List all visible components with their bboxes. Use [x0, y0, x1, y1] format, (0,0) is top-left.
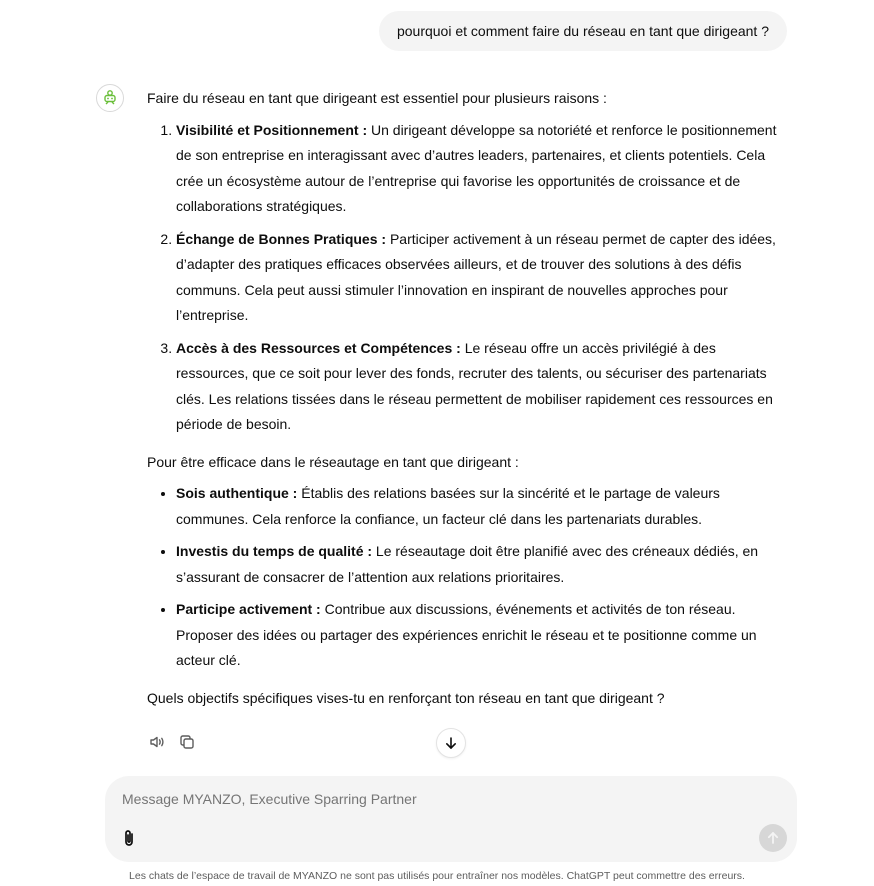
copy-icon — [178, 733, 196, 751]
scroll-to-bottom-button[interactable] — [436, 728, 466, 758]
message-composer — [105, 776, 797, 862]
answer-intro: Faire du réseau en tant que dirigeant est essentiel pour plusieurs raisons : — [147, 90, 607, 106]
reason-text: Le réseau offre un accès privilégié à des ressources, que ce soit pour lever des fonds, recruter des talents, ou sécuriser des partenariats clés. Les relations tissées dans le réseau permettent de mobiliser rapidement ces ressources en période de besoin. — [176, 339, 773, 432]
user-message-bubble — [379, 11, 787, 51]
disclaimer-text: Les chats de l’espace de travail de MYANZO ne sont pas utilisés pour entraîner nos modèles. ChatGPT peut commettre des erreurs. — [129, 870, 745, 882]
assistant-message — [147, 86, 792, 711]
copy-button[interactable] — [177, 732, 197, 752]
tip-text: Établis des relations basées sur la sincérité et le partage de valeurs communes. Cela renforce la confiance, un facteur clé dans les partenariats durables. — [176, 485, 720, 527]
arrow-down-icon — [443, 735, 459, 751]
speaker-icon — [148, 733, 166, 751]
tip-text: Le réseautage doit être planifié avec des créneaux dédiés, en s’assurant de consacrer de l’attention aux relations prioritaires. — [176, 543, 759, 585]
reasons-list — [147, 118, 792, 438]
robot-assistant-icon — [101, 89, 119, 107]
tip-title: Sois authentique : — [176, 485, 298, 501]
user-message-text: pourquoi et comment faire du réseau en tant que dirigeant ? — [396, 23, 769, 39]
tip-title: Investis du temps de qualité : — [176, 543, 373, 559]
tips-list — [147, 481, 792, 674]
read-aloud-button[interactable] — [147, 732, 167, 752]
reason-title: Visibilité et Positionnement : — [176, 121, 368, 138]
reason-text: Un dirigeant développe sa notoriété et renforce le positionnement de son entreprise en interagissant avec d’autres leaders, partenaires, et clients potentiels. Cela crée un écosystème autour de l’entreprise qui favorise les opportunités de croissance et de collaborations stratégiques. — [176, 121, 777, 214]
reason-text: Participer activement à un réseau permet de capter des idées, d’adapter des pratiques efficaces observées ailleurs, et de trouver des solutions à des défis communs. Cela peut aussi stimuler l’innovation en inspirant de nouvelles approches pour l’entreprise. — [176, 230, 776, 323]
list-item — [176, 227, 792, 329]
arrow-up-icon — [765, 830, 781, 846]
list-item — [176, 597, 792, 674]
assistant-avatar — [96, 84, 124, 112]
message-actions — [147, 732, 197, 752]
list-item — [176, 118, 792, 220]
tip-title: Participe activement : — [176, 601, 321, 617]
attach-file-button[interactable] — [119, 827, 139, 849]
reason-title: Échange de Bonnes Pratiques : — [176, 230, 387, 247]
send-button[interactable] — [759, 824, 787, 852]
reason-title: Accès à des Ressources et Compétences : — [176, 339, 461, 356]
tips-intro: Pour être efficace dans le réseautage en tant que dirigeant : — [147, 453, 519, 470]
message-input[interactable] — [122, 789, 722, 809]
list-item — [176, 336, 792, 438]
list-item — [176, 539, 792, 590]
tip-text: Contribue aux discussions, événements et activités de ton réseau. Proposer des idées ou partager des expériences enrichit le réseau et te positionne comme un acteur clé. — [176, 601, 757, 668]
list-item — [176, 481, 792, 532]
paperclip-icon — [121, 828, 137, 848]
answer-closing-question: Quels objectifs spécifiques vises-tu en renforçant ton réseau en tant que dirigeant ? — [147, 689, 665, 706]
